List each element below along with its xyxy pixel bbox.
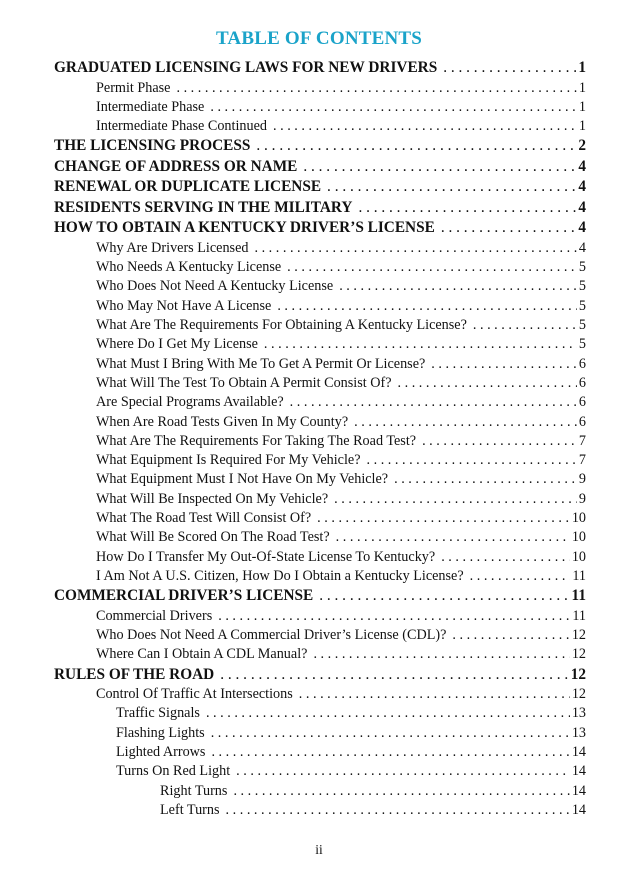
toc-entry-label: CHANGE OF ADDRESS OR NAME <box>54 157 298 175</box>
toc-entry[interactable] <box>54 567 586 586</box>
toc-entry-page: 12 <box>571 646 586 663</box>
page-number: ii <box>315 842 323 857</box>
dot-leader <box>220 665 568 686</box>
toc-entry-label: Permit Phase <box>96 79 171 96</box>
toc-section-entry[interactable] <box>54 58 586 79</box>
toc-entry-page: 1 <box>578 98 586 115</box>
toc-entry-page: 2 <box>578 137 586 155</box>
toc-entry-page: 12 <box>571 686 586 703</box>
toc-entry-label: What Will Be Scored On The Road Test? <box>96 529 330 546</box>
toc-entry-page: 4 <box>578 178 586 196</box>
toc-entry[interactable] <box>54 762 586 781</box>
dot-leader <box>290 393 577 412</box>
toc-entry-label: Who Needs A Kentucky License <box>96 259 282 276</box>
toc-section-entry[interactable] <box>54 177 586 198</box>
toc-entry-label: Control Of Traffic At Intersections <box>96 686 293 703</box>
dot-leader <box>336 528 570 547</box>
toc-entry[interactable] <box>54 413 586 432</box>
dot-leader <box>441 548 570 567</box>
dot-leader <box>354 413 577 432</box>
dot-leader <box>236 762 570 781</box>
toc-entry[interactable] <box>54 704 586 723</box>
dot-leader <box>299 685 570 704</box>
toc-entry-page: 11 <box>572 567 586 584</box>
toc-entry-label: Flashing Lights <box>116 724 205 741</box>
toc-entry-label: HOW TO OBTAIN A KENTUCKY DRIVER’S LICENSE <box>54 219 435 237</box>
dot-leader <box>441 218 577 239</box>
toc-entry-page: 14 <box>571 801 586 818</box>
toc-section-entry[interactable] <box>54 198 586 219</box>
toc-entry[interactable] <box>54 490 586 509</box>
toc-entry-page: 6 <box>578 374 586 391</box>
toc-entry[interactable] <box>54 117 586 136</box>
page-title: TABLE OF CONTENTS <box>215 28 423 49</box>
toc-entry[interactable] <box>54 297 586 316</box>
toc-entry-label: COMMERCIAL DRIVER’S LICENSE <box>54 587 314 605</box>
toc-entry-page: 7 <box>578 432 586 449</box>
toc-entry-label: What The Road Test Will Consist Of? <box>96 510 312 527</box>
toc-entry-page: 5 <box>578 336 586 353</box>
toc-entry-page: 1 <box>578 118 586 135</box>
toc-entry[interactable] <box>54 432 586 451</box>
dot-leader <box>211 724 570 743</box>
dot-leader <box>313 645 569 664</box>
toc-entry-label: Left Turns <box>160 801 220 818</box>
dot-leader <box>398 374 577 393</box>
toc-entry[interactable] <box>54 782 586 801</box>
dot-leader <box>256 136 576 157</box>
toc-entry[interactable] <box>54 528 586 547</box>
toc-entry-label: Right Turns <box>160 782 228 799</box>
toc-entry-label: Who Does Not Need A Commercial Driver’s License (CDL)? <box>96 627 447 644</box>
toc-entry-label: RESIDENTS SERVING IN THE MILITARY <box>54 198 353 216</box>
toc-entry-page: 11 <box>571 587 586 605</box>
toc-entry-label: What Will Be Inspected On My Vehicle? <box>96 490 329 507</box>
toc-section-entry[interactable] <box>54 157 586 178</box>
toc-entry[interactable] <box>54 548 586 567</box>
toc-entry-page: 10 <box>571 510 586 527</box>
toc-entry-page: 5 <box>578 317 586 334</box>
dot-leader <box>233 782 569 801</box>
dot-leader <box>431 355 577 374</box>
toc-entry-page: 12 <box>571 627 586 644</box>
dot-leader <box>218 607 570 626</box>
dot-leader <box>452 626 569 645</box>
toc-entry-page: 12 <box>570 665 586 683</box>
toc-entry[interactable] <box>54 645 586 664</box>
toc-entry-page: 4 <box>578 219 586 237</box>
dot-leader <box>443 58 576 79</box>
toc-entry[interactable] <box>54 724 586 743</box>
toc-entry-page: 11 <box>572 607 586 624</box>
toc-entry-label: Intermediate Phase Continued <box>96 118 267 135</box>
toc-entry-page: 10 <box>571 529 586 546</box>
toc-entry-label: What Are The Requirements For Obtaining A Kentucky License? <box>96 317 467 334</box>
dot-leader <box>287 258 577 277</box>
toc-entry[interactable] <box>54 258 586 277</box>
toc-entry-page: 14 <box>571 744 586 761</box>
toc-entry-label: What Equipment Is Required For My Vehicle? <box>96 452 361 469</box>
toc-entry-label: What Equipment Must I Not Have On My Vehicle? <box>96 471 389 488</box>
dot-leader <box>470 567 571 586</box>
toc-entry-page: 4 <box>578 198 586 216</box>
toc-entry-label: Who Does Not Need A Kentucky License <box>96 278 334 295</box>
toc-entry-label: Lighted Arrows <box>116 744 206 761</box>
toc-entry[interactable] <box>54 355 586 374</box>
dot-leader <box>422 432 577 451</box>
dot-leader <box>473 316 577 335</box>
dot-leader <box>210 98 577 117</box>
toc-entry-label: Commercial Drivers <box>96 607 213 624</box>
toc-entry-label: Are Special Programs Available? <box>96 394 284 411</box>
toc-entry-page: 4 <box>578 239 586 256</box>
toc-entry-label: Turns On Red Light <box>116 763 231 780</box>
toc-entry-page: 6 <box>578 413 586 430</box>
dot-leader <box>206 704 570 723</box>
toc-entry-label: Where Do I Get My License <box>96 336 258 353</box>
toc-entry-page: 9 <box>578 471 586 488</box>
toc-entry[interactable] <box>54 335 586 354</box>
dot-leader <box>317 509 570 528</box>
toc-entry[interactable] <box>54 685 586 704</box>
dot-leader <box>367 451 577 470</box>
dot-leader <box>394 470 577 489</box>
toc-entry[interactable] <box>54 393 586 412</box>
toc-entry[interactable] <box>54 801 586 820</box>
dot-leader <box>319 586 569 607</box>
dot-leader <box>303 157 576 178</box>
toc-entry-label: When Are Road Tests Given In My County? <box>96 413 349 430</box>
table-of-contents <box>54 58 586 820</box>
toc-entry[interactable] <box>54 79 586 98</box>
toc-entry-label: I Am Not A U.S. Citizen, How Do I Obtain a Kentucky License? <box>96 567 464 584</box>
toc-entry[interactable] <box>54 374 586 393</box>
toc-entry[interactable] <box>54 470 586 489</box>
toc-entry[interactable] <box>54 509 586 528</box>
toc-entry-page: 5 <box>578 259 586 276</box>
toc-entry-page: 13 <box>571 705 586 722</box>
toc-entry-page: 5 <box>578 297 586 314</box>
toc-entry-label: GRADUATED LICENSING LAWS FOR NEW DRIVERS <box>54 59 438 76</box>
toc-entry[interactable] <box>54 626 586 645</box>
toc-entry-label: Who May Not Have A License <box>96 297 272 314</box>
dot-leader <box>211 743 569 762</box>
toc-entry-label: RENEWAL OR DUPLICATE LICENSE <box>54 178 322 196</box>
toc-entry[interactable] <box>54 98 586 117</box>
toc-entry-label: What Are The Requirements For Taking The Road Test? <box>96 432 417 449</box>
toc-section-entry[interactable] <box>54 218 586 239</box>
dot-leader <box>264 335 577 354</box>
toc-entry-page: 14 <box>571 782 586 799</box>
toc-entry-label: Traffic Signals <box>116 705 200 722</box>
toc-entry-label: THE LICENSING PROCESS <box>54 137 251 155</box>
dot-leader <box>226 801 570 820</box>
toc-entry-label: RULES OF THE ROAD <box>54 665 215 683</box>
toc-entry-page: 1 <box>578 79 586 96</box>
toc-entry[interactable] <box>54 277 586 296</box>
toc-entry[interactable] <box>54 607 586 626</box>
dot-leader <box>327 177 576 198</box>
toc-entry-label: What Will The Test To Obtain A Permit Consist Of? <box>96 374 392 391</box>
toc-entry-page: 4 <box>578 157 586 175</box>
toc-entry-label: Intermediate Phase <box>96 98 205 115</box>
toc-entry-page: 7 <box>578 452 586 469</box>
dot-leader <box>273 117 577 136</box>
dot-leader <box>358 198 576 219</box>
toc-entry-page: 6 <box>578 394 586 411</box>
dot-leader <box>339 277 577 296</box>
toc-entry-page: 14 <box>571 763 586 780</box>
toc-entry[interactable] <box>54 743 586 762</box>
toc-section-entry[interactable] <box>54 136 586 157</box>
toc-entry-label: What Must I Bring With Me To Get A Permit Or License? <box>96 355 426 372</box>
dot-leader <box>277 297 577 316</box>
toc-section-entry[interactable] <box>54 665 586 686</box>
toc-entry-label: Where Can I Obtain A CDL Manual? <box>96 646 308 663</box>
toc-entry[interactable] <box>54 316 586 335</box>
toc-entry-page: 1 <box>578 59 586 76</box>
toc-entry-page: 5 <box>578 278 586 295</box>
dot-leader <box>176 79 576 98</box>
toc-entry-page: 6 <box>578 355 586 372</box>
toc-entry-page: 13 <box>571 724 586 741</box>
toc-entry[interactable] <box>54 451 586 470</box>
dot-leader <box>334 490 577 509</box>
toc-entry-page: 10 <box>571 548 586 565</box>
toc-entry-label: How Do I Transfer My Out-Of-State License To Kentucky? <box>96 548 436 565</box>
dot-leader <box>254 239 576 258</box>
toc-section-entry[interactable] <box>54 586 586 607</box>
toc-entry-page: 9 <box>578 490 586 507</box>
toc-entry[interactable] <box>54 239 586 258</box>
toc-entry-label: Why Are Drivers Licensed <box>96 239 249 256</box>
